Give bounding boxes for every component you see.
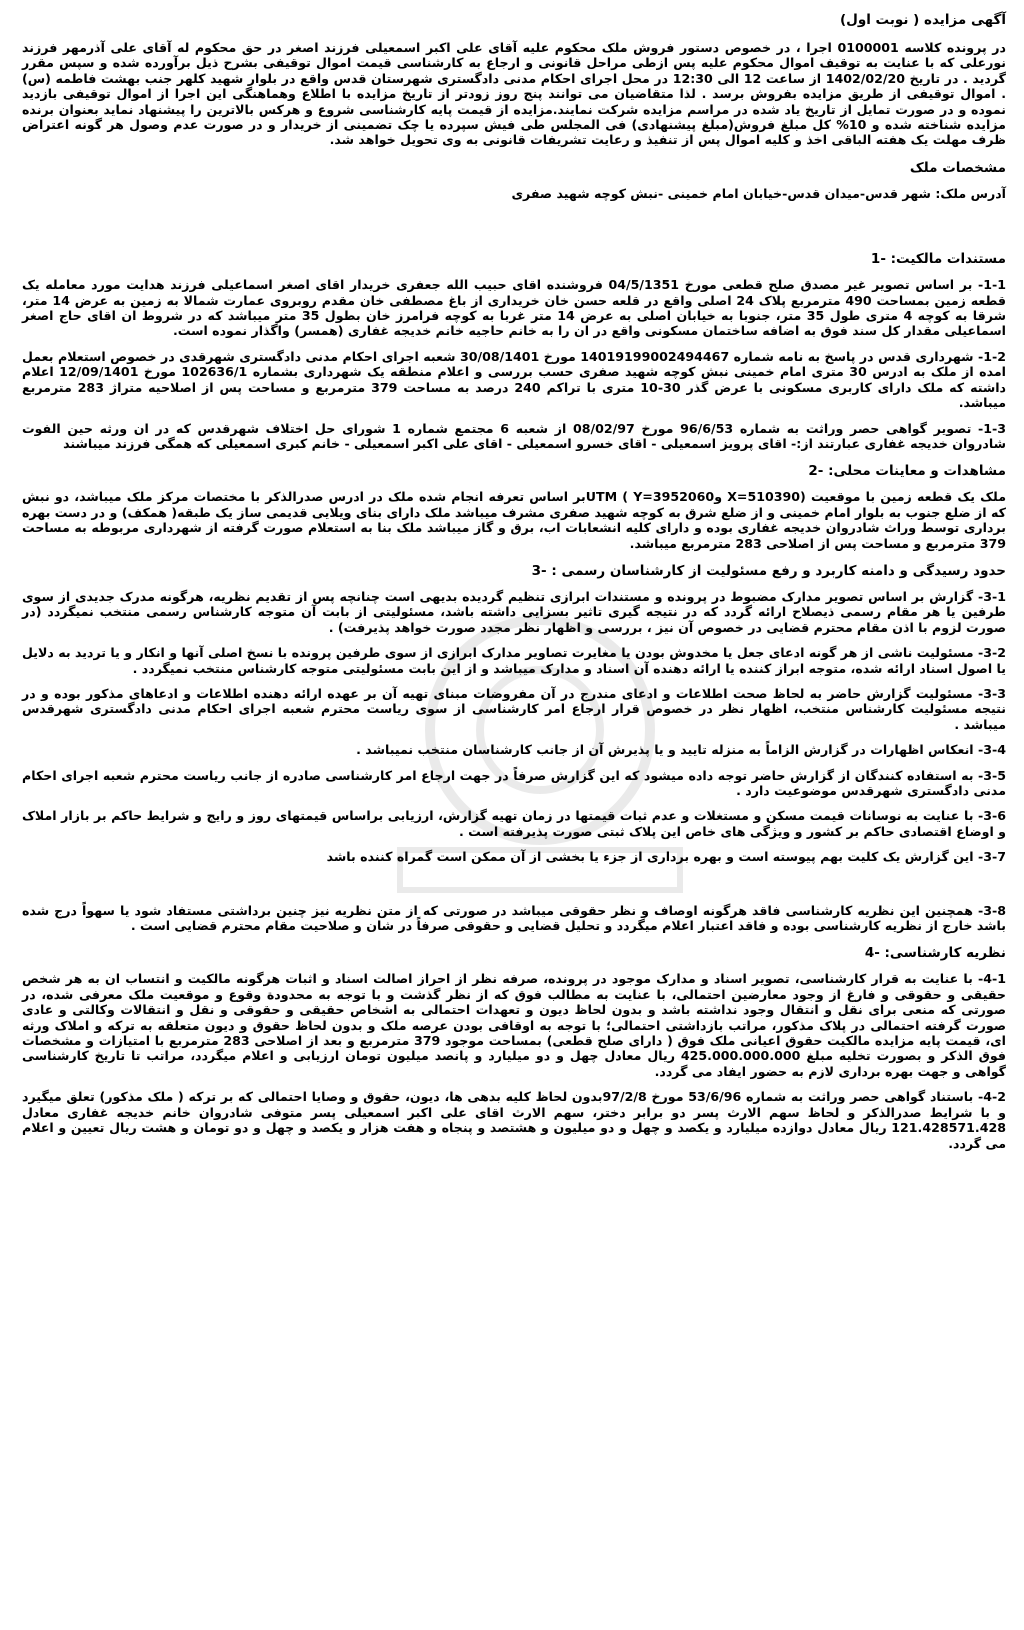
section-2-heading: مشاهدات و معاینات محلی: -2 <box>808 463 1006 480</box>
notice-title: آگهی مزایده ( نوبت اول) <box>839 12 1006 28</box>
paragraph-3-7: 3-7- این گزارش یک کلیت بهم پیوسته است و بهره برداری از جزء یا بخشی از آن ممکن است گمراه کننده باشد <box>326 849 1006 865</box>
paragraph-4-2: 4-2- باستناد گواهی حصر وراثت به شماره 53/6/96 مورخ 97/2/8بدون لحاظ کلیه بدهی ها، دیون، حقوق و وصایا احتمالی که بر ترکه ( ملک مذکور) تعلق میگیرد و با شرایط صدرالذکر و لحاظ سهم الارث پسر دو برابر دختر، سهم الارث اقای علی اکبر اسمعیلی پسر متوفی شادروان خانم خدیجه غفاری معادل 121.428571.428 ریال معادل دوازده میلیارد و یکصد و چهل و دو میلیون و هشتصد و پنجاه و هفت هزار و یکصد و چهل و دو تومان و هشت ریال تعیین و اعلام می گردد. <box>22 1089 1006 1151</box>
section-1-heading: مستندات مالکیت: -1 <box>870 251 1006 268</box>
paragraph-3-8: 3-8- همچنین این نظریه کارشناسی فاقد هرگونه اوصاف و نظر حقوقی میباشد در صورتی که از متن نظریه نیز چنین برداشتی مستفاد شود یا سهواً درج شده باشد خارج از نظریه کارشناسی بوده و فاقد اعتبار اعلام میگردد و تحلیل قضایی و حقوقی صرفاً در شان و صلاحیت مقام محترم قضایی است . <box>22 902 1006 934</box>
paragraph-3-3: 3-3- مسئولیت گزارش حاضر به لحاظ صحت اطلاعات و ادعای مندرج در آن مفروضات مبنای تهیه آن بر عهده ارائه دهنده اطلاعات و ادعاهای مذکور بوده و در نتیجه مسئولیت کارشناس منتخب، اظهار نظر در خصوص قرار ارجاع امر کارشناسی از سوی ریاست محترم شعبه اجرای احکام مدنی دادگستری شهرقدس میباشد . <box>22 685 1006 732</box>
paragraph-3-6: 3-6- با عنایت به نوسانات قیمت مسکن و مستغلات و عدم ثبات قیمتها در زمان تهیه گزارش، ارزیابی براساس قیمتهای روز و رایج و شرایط حاکم بر بازار املاک و اوضاع اقتصادی حاکم بر کشور و ویژگی های خاص این پلاک ثبتی صورت پذیرفته است . <box>22 808 1006 839</box>
section-4-heading: نظریه کارشناسی: -4 <box>864 945 1006 962</box>
paragraph-1-2: 1-2- شهرداری قدس در پاسخ به نامه شماره 14019199002494467 مورخ 30/08/1401 شعبه اجرای احکام مدنی دادگستری شهرقدی در خصوص استعلام بعمل امده از ملک به ادرس 30 متری امام خمینی نبش کوچه شهید صفری حسب بررسی و اعلام منطقه یک شهرداری بشماره 102636/1 مورخ 12/09/1401 اعلام داشته که ملک دارای کاربری مسکونی با عرض گذر 30-10 متری با تراکم 240 درصد به مساحت 379 مترمربع و مساحت پس از اصلاحیه متراژ 283 مترمربع میباشد. <box>22 348 1007 411</box>
property-address: آدرس ملک: شهر قدس-میدان قدس-خیابان امام خمینی -نبش کوچه شهید صفری <box>511 185 1006 201</box>
paragraph-1-3: 1-3- تصویر گواهی حصر وراثت به شماره 96/6/53 مورخ 08/02/97 از شعبه 6 مجتمع شماره 1 شورای حل اختلاف شهرقدس که در ان ورثه حین الفوت شادروان خدیجه غفاری عبارتند از:- اقای پرویز اسمعیلی - اقای خسرو اسمعیلی - اقای علی اکبر اسمعیلی - خانم کبری اسمعیلی که همگی فرزند میباشند <box>22 420 1006 451</box>
property-spec-heading: مشخصات ملک <box>909 159 1006 176</box>
paragraph-1-1: 1-1- بر اساس تصویر غیر مصدق صلح قطعی مورخ 04/5/1351 فروشنده اقای حبیب الله جعفری خریدار اقای اصغر اسماعیلی فرزند هدایت مورد معامله یک قطعه زمین بمساحت 490 مترمربع پلاک 24 اصلی واقع در قلعه حسن خان خریداری از باغ مصطفی خان مقدم روبروی عمارت شمالا به زمین به عرض 14 متر، شرقا به کوچه 4 متری طول 35 متر، جنوبا به خیابان اصلی به عرض 14 متر غربا به کوچه فرامرز خان بطول 35 متر میباشد که در شروط ان اقای حاج اصغر اسماعیلی مقدار کل سند فوق به اضافه ساختمان مسکونی واقع در ان را به خانم حاجیه خانم خدیجه غفاری (همسر) واگذار نموده است. <box>22 277 1007 339</box>
paragraph-3-1: 3-1- گزارش بر اساس تصویر مدارک مضبوط در پرونده و مستندات ابرازی تنظیم گردیده بدیهی است چنانچه پس از تقدیم نظریه، هرگونه مدرک جدیدی از سوی طرفین یا هر مقام رسمی ذیصلاح ارائه گردد که در نتیجه گیری تاثیر بسزایی داشته باشد، مسئولیتی از بابت آن متوجه کارشناس رسمی منتخب نمیگردد (در صورت لزوم با اذن مقام محترم قضایی در خصوص آن نیز ، بررسی و اظهار نظر مجدد صورت خواهد پذیرفت) . <box>22 588 1006 635</box>
paragraph-3-2: 3-2- مسئولیت ناشی از هر گونه ادعای جعل یا مخدوش بودن یا مغایرت تصاویر مدارک ابرازی از سوی طرفین پرونده با نسخ اصلی آنها و انکار و یا تردید به دلایل یا اصول اسناد ارائه شده، متوجه ابراز کننده یا ارائه دهنده آن اسناد و مدارک میباشد و از این بابت مسئولیتی متوجه کارشناس منتخب نمیگردد . <box>22 645 1006 676</box>
section-3-heading: حدود رسیدگی و دامنه کاربرد و رفع مسئولیت از کارشناسان رسمی : -3 <box>531 562 1006 579</box>
paragraph-4-1: 4-1- با عنایت به قرار کارشناسی، تصویر اسناد و مدارک موجود در پرونده، صرفه نظر از احراز اصالت اسناد و اثبات هرگونه مالکیت و انتساب ان به هر شخص حقیقی و حقوقی و فارغ از وجود معارضین احتمالی، با عنایت به مطالب فوق که از نظر گذشت و با توجه به محدودة وقوع و موقعیت ملک معرفی شده، در صورتی که منعی برای نقل و انتقال وجود نداشته باشد و بدون لحاظ دیون و تعهدات احتمالی به اشخاص حقیقی و حقوقی و نقل و انتقالات وکالتی و عادی صورت گرفته احتمالی در پلاک مذکور، مراتب بازداشتی احتمالی؛ با توجه به اوقافی بودن عرصه ملک و بدون لحاظ حقوق و دیون متعلقه به ترکه و املاک ورثه ای، قیمت پایه مزایده مالکیت حقوق اعیانی ملک فوق ( دارای صلح قطعی) بمساحت موجود 379 مترمربع و بعد از اصلاحی 283 مترمربع با امتیازات و مشخصات فوق الذکر و بصورت تخلیه مبلغ 425.000.000.000 ریال معادل چهل و دو میلیارد و پانصد میلیون تومان ارزیابی و اعلام میگردد، مراتب تا تاریخ کارشناسی گواهی و جهت بهره برداری لازم به حضور ایفاد می گردد. <box>22 971 1006 1079</box>
paragraph-2: ملک یک قطعه زمین با موقعیت (X=510390 وY=3952060 ) UTMبر اساس تعرفه انجام شده ملک در ادرس صدرالذکر با مختصات مرکز ملک میباشد، دو نبش که از ضلع جنوب به بلوار امام خمینی و از ضلع شرق به کوچه شهید صفری مشرف میباشد ملک دارای بنای ویلایی قدیمی ساز یک طبقه( همکف) و در دست بهره برداری توسط وراث شادروان خدیجه غفاری بوده و دارای کلیه انشعابات اب، برق و گاز میباشد ملک بنا به استعلام صورت گرفته از شهرداری مربوطه به مساحت 379 مترمربع و مساحت پس از اصلاحی 283 مترمربع میباشد. <box>22 489 1006 551</box>
paragraph-3-5: 3-5- به استفاده کنندگان از گزارش حاضر توجه داده میشود که این گزارش صرفاً در جهت ارجاع امر کارشناسی صادره از جانب ریاست محترم شعبه اجرای احکام مدنی دادگستری شهرقدس موضوعیت دارد . <box>22 767 1006 798</box>
intro-paragraph: در پرونده کلاسه 0100001 اجرا ، در خصوص دستور فروش ملک محکوم علیه آقای علی اکبر اسمعیلی فرزند اصغر در حق محکوم له آقای علی آذرمهر فرزند نورعلی که با عنایت به توقیف اموال محکوم علیه پس ازطی مراحل قانونی و ارجاع به کارشناسی قیمت اموال توقیفی بشرح ذیل برآورده شده و سپس مقرر گردید . در تاریخ 1402/02/20 از ساعت 12 الی 12:30 در محل اجرای احکام مدنی دادگستری شهرستان قدس واقع در بلوار شهید کلهر جنب بهشت فاطمه (س) . اموال توقیفی از طریق مزایده بفروش برسد . لذا متقاضیان می توانند پنج روز زودتر از تاریخ مزایده با اطلاع وهماهنگی این اجرا از اموال توقیفی بازدید نموده و در صورت تمایل از تاریخ یاد شده در مراسم مزایده شرکت نمایند.مزایده از قیمت پایه کارشناسی شروع و هرکس بالاترین را پیشنهاد نماید بعنوان برنده مزایده شناخته شده و 10% کل مبلغ فروش(مبلغ پیشنهادی) فی المجلس طی فیش سپرده یا چک تضمینی از خریدار و در صورت عدم وصول هر گونه اعتراض ظرف مهلت یک هفته الباقی اخذ و کلیه اموال پس از تنفیذ و رعایت تشریفات قانونی به وی تحویل خواهد شد. <box>22 40 1006 148</box>
paragraph-3-4: 3-4- انعکاس اظهارات در گزارش الزاماً به منزله تایید و یا پذیرش آن از جانب کارشناسان منتخب نمیباشد . <box>356 742 1006 758</box>
